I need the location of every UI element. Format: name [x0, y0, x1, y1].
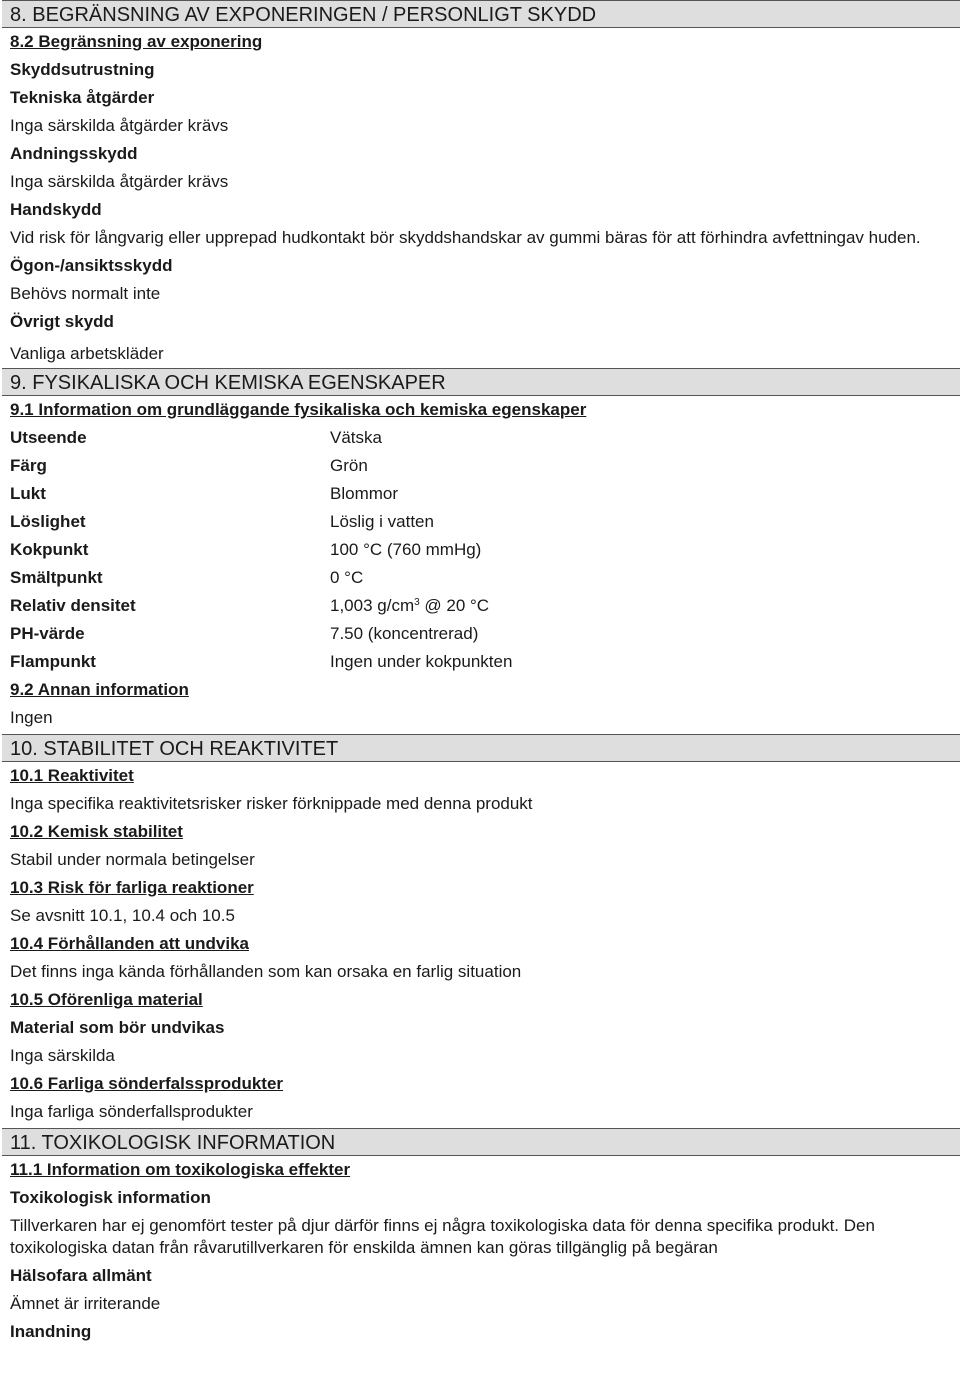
eye-protection-value: Behövs normalt inte	[10, 284, 161, 303]
general-health-hazard-value: Ämnet är irriterande	[10, 1294, 161, 1313]
property-value: Blommor	[330, 484, 399, 503]
property-label: Kokpunkt	[10, 540, 89, 559]
section-10-header: 10. STABILITET OCH REAKTIVITET	[2, 734, 960, 762]
density-value: 1,003 g/cm	[330, 596, 415, 615]
density-exponent: 3	[414, 597, 420, 608]
hazardous-reactions-value: Se avsnitt 10.1, 10.4 och 10.5	[10, 906, 235, 925]
subsection-8-2-title: 8.2 Begränsning av exponering	[10, 32, 263, 51]
property-row	[10, 452, 960, 480]
property-label: Relativ densitet	[10, 596, 136, 615]
property-label: Färg	[10, 456, 47, 475]
subsection-10-3-title: 10.3 Risk för farliga reaktioner	[10, 878, 254, 897]
hand-protection-label: Handskydd	[10, 200, 102, 219]
decomposition-products-value: Inga farliga sönderfallsprodukter	[10, 1102, 253, 1121]
property-value	[330, 592, 960, 620]
eye-protection-label: Ögon-/ansiktsskydd	[10, 256, 173, 275]
property-value: Grön	[330, 456, 368, 475]
toxicological-info-label: Toxikologisk information	[10, 1188, 211, 1207]
other-information-value: Ingen	[10, 708, 53, 727]
property-label: PH-värde	[10, 624, 85, 643]
property-row	[10, 620, 960, 648]
property-label: Lukt	[10, 484, 46, 503]
general-health-hazard-label: Hälsofara allmänt	[10, 1266, 152, 1285]
subsection-11-1-title: 11.1 Information om toxikologiska effekter	[10, 1160, 351, 1179]
protective-equipment-heading: Skyddsutrustning	[10, 60, 155, 79]
subsection-10-1-title: 10.1 Reaktivitet	[10, 766, 134, 785]
property-row	[10, 508, 960, 536]
subsection-10-4-title: 10.4 Förhållanden att undvika	[10, 934, 250, 953]
section-11-header: 11. TOXIKOLOGISK INFORMATION	[2, 1128, 960, 1156]
hand-protection-value: Vid risk för långvarig eller upprepad hudkontakt bör skyddshandskar av gummi bäras för att förhindra avfettningav huden.	[10, 228, 921, 247]
property-row	[10, 424, 960, 452]
respiratory-protection-label: Andningsskydd	[10, 144, 138, 163]
property-row	[10, 648, 960, 676]
subsection-9-1-title: 9.1 Information om grundläggande fysikaliska och kemiska egenskaper	[10, 400, 587, 419]
technical-measures-label: Tekniska åtgärder	[10, 88, 155, 107]
property-row	[10, 536, 960, 564]
section-8-header: 8. BEGRÄNSNING AV EXPONERINGEN / PERSONLIGT SKYDD	[2, 0, 960, 28]
subsection-10-5-title: 10.5 Oförenliga material	[10, 990, 203, 1009]
property-row	[10, 564, 960, 592]
technical-measures-value: Inga särskilda åtgärder krävs	[10, 116, 229, 135]
chemical-stability-value: Stabil under normala betingelser	[10, 850, 255, 869]
property-value: Ingen under kokpunkten	[330, 652, 513, 671]
property-value: Vätska	[330, 428, 382, 447]
property-label: Löslighet	[10, 512, 86, 531]
materials-to-avoid-value: Inga särskilda	[10, 1046, 115, 1065]
conditions-to-avoid-value: Det finns inga kända förhållanden som kan orsaka en farlig situation	[10, 962, 522, 981]
property-label: Smältpunkt	[10, 568, 103, 587]
density-temperature: @ 20 °C	[419, 596, 490, 615]
property-value: 7.50 (koncentrerad)	[330, 624, 479, 643]
subsection-9-2-title: 9.2 Annan information	[10, 680, 189, 699]
property-row	[10, 592, 960, 620]
property-value: 0 °C	[330, 568, 364, 587]
section-9-header: 9. FYSIKALISKA OCH KEMISKA EGENSKAPER	[2, 368, 960, 396]
property-label: Flampunkt	[10, 652, 96, 671]
other-protection-label: Övrigt skydd	[10, 312, 114, 331]
subsection-10-2-title: 10.2 Kemisk stabilitet	[10, 822, 183, 841]
inhalation-label: Inandning	[10, 1322, 92, 1341]
other-protection-value: Vanliga arbetskläder	[10, 344, 164, 363]
reactivity-value: Inga specifika reaktivitetsrisker risker förknippade med denna produkt	[10, 794, 533, 813]
property-value: 100 °C (760 mmHg)	[330, 540, 482, 559]
subsection-10-6-title: 10.6 Farliga sönderfalssprodukter	[10, 1074, 284, 1093]
property-label: Utseende	[10, 428, 87, 447]
toxicological-info-value: Tillverkaren har ej genomfört tester på djur därför finns ej några toxikologiska data för denna specifika produkt. Den toxikologiska datan från råvarutillverkaren för enskilda ämnen kan göras tillgänglig på begäran	[10, 1216, 875, 1257]
property-value: Löslig i vatten	[330, 512, 434, 531]
materials-to-avoid-label: Material som bör undvikas	[10, 1018, 225, 1037]
property-row	[10, 480, 960, 508]
properties-table	[10, 424, 960, 676]
respiratory-protection-value: Inga särskilda åtgärder krävs	[10, 172, 229, 191]
